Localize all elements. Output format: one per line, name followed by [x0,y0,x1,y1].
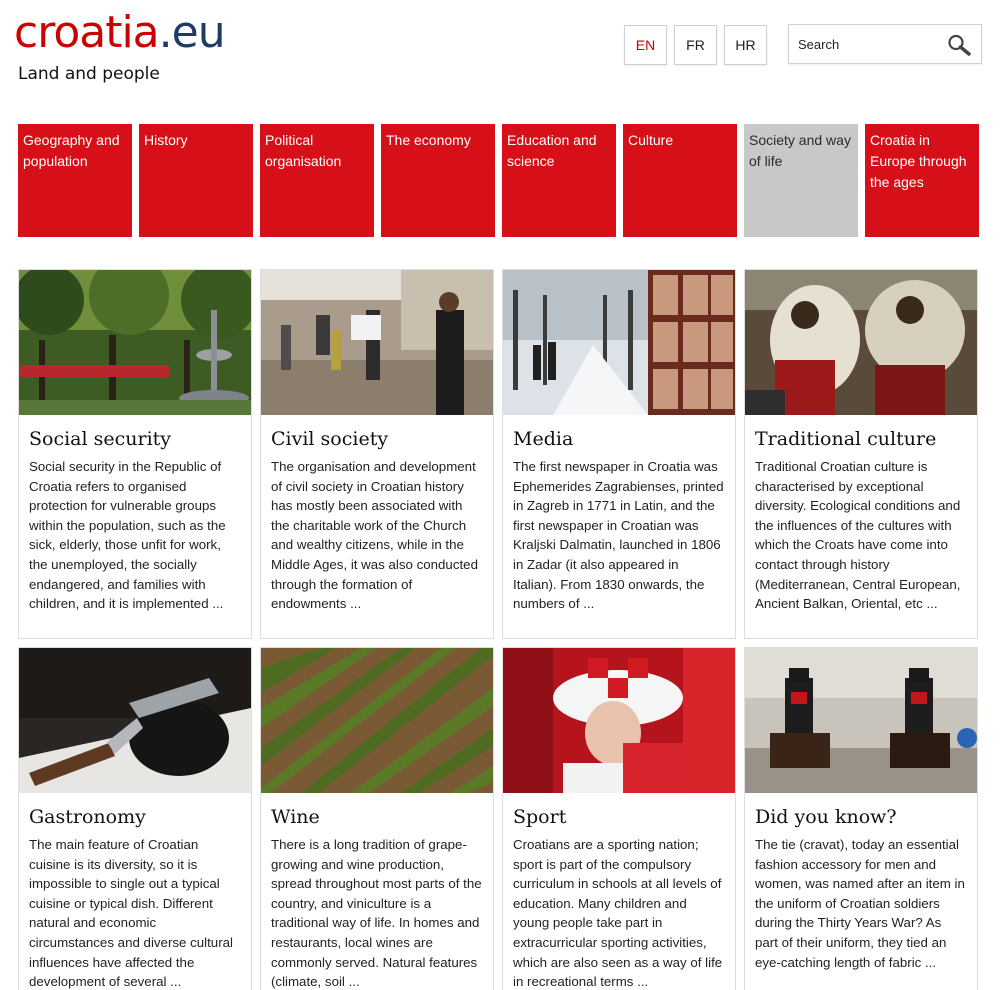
site-tagline: Land and people [18,64,160,84]
card-title[interactable]: Social security [29,428,172,450]
search-icon[interactable] [947,34,971,56]
card-title[interactable]: Civil society [271,428,389,450]
language-fr-button[interactable]: FR [674,25,717,65]
card-title[interactable]: Did you know? [755,806,897,828]
nav-item-economy[interactable]: The economy [381,124,495,237]
search-box [788,24,982,64]
card-text: Traditional Croatian culture is characterised by exceptional diversity. Ecological conditions and the influences of the cultures with which the Croats have come into contact through history (Mediterranean, Central European, Ancient Balkan, Oriental, etc ... [755,459,961,612]
nav-item-geography[interactable]: Geography and population [18,124,132,237]
card-text: The first newspaper in Croatia was Ephemerides Zagrabienses, printed in Zagreb in 1771 in Latin, and the first newspaper in Croatian was Kraljski Dalmatin, launched in 1806 in Zadar (it also appeared in Italian). From 1830 onwards, the numbers of ... [513,459,724,612]
search-input[interactable] [789,25,939,63]
card-sport[interactable] [502,647,736,990]
card-image-cravat-riders[interactable] [745,648,977,793]
card-media[interactable] [502,269,736,639]
card-text: There is a long tradition of grape-growing and wine production, spread throughout most parts of the country, and viniculture is a traditional way of life. In homes and restaurants, local wines are commonly served. Natural features (climate, soil ... [271,837,482,990]
card-image-street-violinist[interactable] [261,270,493,415]
card-traditional-culture[interactable] [744,269,978,639]
card-text: The tie (cravat), today an essential fashion accessory for men and women, was named after an item in the uniform of Croatian soldiers during the Thirty Years War? As part of their uniform, they tied an eye-catching length of fabric ... [755,837,965,970]
nav-item-education-science[interactable]: Education and science [502,124,616,237]
nav-item-political-organisation[interactable]: Political organisation [260,124,374,237]
card-text: Social security in the Republic of Croatia refers to organised protection for vulnerable groups within the population, such as the sick, elderly, those unfit for work, the unemployed, the socially endangered, and families with children, and it is implemented ... [29,459,226,612]
logo-text-eu: .eu [158,7,225,58]
nav-item-history[interactable]: History [139,124,253,237]
nav-item-culture[interactable]: Culture [623,124,737,237]
card-did-you-know[interactable] [744,647,978,990]
card-image-vineyard[interactable] [261,648,493,793]
card-image-folk-masks[interactable] [745,270,977,415]
card-text: The organisation and development of civil society in Croatian history has mostly been associated with the charitable work of the Church and wealthy citizens, while in the Middle Ages, it was also conducted through the formation of endowments ... [271,459,478,612]
logo-text-croatia: croatia [14,7,159,58]
language-hr-button[interactable]: HR [724,25,767,65]
card-title[interactable]: Traditional culture [755,428,937,450]
card-image-football-fan[interactable] [503,648,735,793]
card-social-security[interactable] [18,269,252,639]
card-title[interactable]: Gastronomy [29,806,146,828]
card-civil-society[interactable] [260,269,494,639]
card-title[interactable]: Media [513,428,574,450]
card-text: Croatians are a sporting nation; sport is part of the compulsory curriculum in schools at all levels of education. Many children and young people take part in extracurricular sporting activities, which are also seen as a way of life in recreational terms ... [513,837,723,990]
card-text: The main feature of Croatian cuisine is its diversity, so it is impossible to single out a typical cuisine or typical dish. Different natural and economic circumstances and diverse cultural influences have affected the development of several ... [29,837,233,990]
language-en-button[interactable]: EN [624,25,667,65]
card-title[interactable]: Sport [513,806,567,828]
nav-item-croatia-in-europe[interactable]: Croatia in Europe through the ages [865,124,979,237]
site-logo[interactable] [14,8,225,58]
card-wine[interactable] [260,647,494,990]
card-image-truffle-slicer[interactable] [19,648,251,793]
nav-item-society-way-of-life[interactable]: Society and way of life [744,124,858,237]
card-image-park-fountain[interactable] [19,270,251,415]
card-title[interactable]: Wine [271,806,320,828]
card-image-snowy-street-collage[interactable] [503,270,735,415]
card-gastronomy[interactable] [18,647,252,990]
